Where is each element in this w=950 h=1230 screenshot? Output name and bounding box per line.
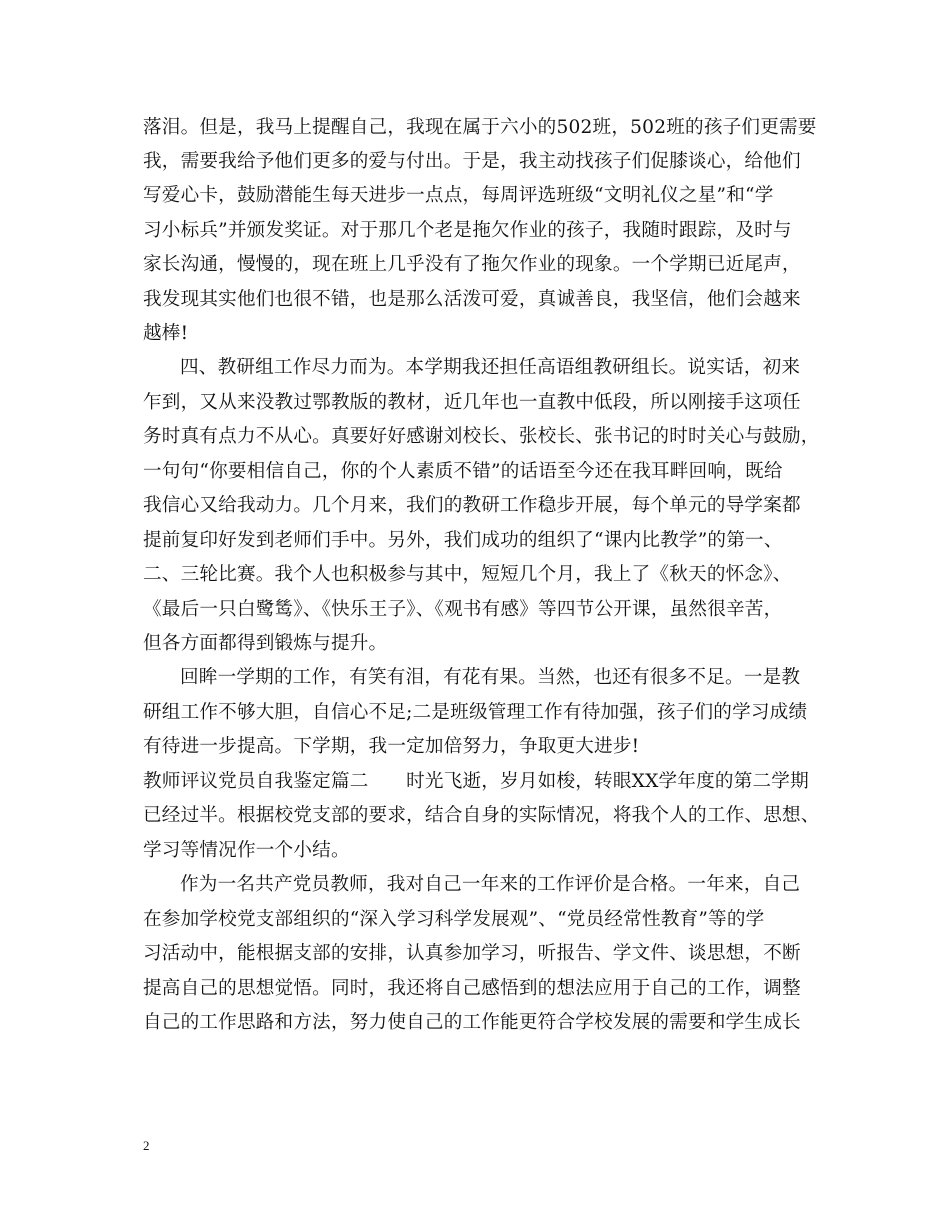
- text-line: 有待进一步提高。下学期，我一定加倍努力，争取更大进步!: [143, 736, 640, 757]
- page-number: 2: [143, 1138, 150, 1153]
- text-line: 二、三轮比赛。我个人也积极参与其中，短短几个月，我上了《秋天的怀念》、: [143, 564, 792, 585]
- text-line: 习活动中，能根据支部的安排，认真参加学习，听报告、学文件、谈思想，不断: [143, 943, 801, 964]
- section-heading-line: 教师评议党员自我鉴定篇二 时光飞逝，岁月如梭，转眼XX学年度的第二学期: [143, 771, 809, 792]
- text-line: 落泪。但是，我马上提醒自己，我现在属于六小的502班，502班的孩子们更需要: [143, 117, 817, 138]
- text-line: 习小标兵”并颁发奖证。对于那几个老是拖欠作业的孩子，我随时跟踪，及时与: [143, 220, 792, 241]
- text-line: 越棒!: [143, 323, 189, 344]
- text-line: 写爱心卡，鼓励潜能生每天进步一点点，每周评选班级“文明礼仪之星”和“学: [143, 185, 774, 206]
- text-line: 乍到，又从来没教过鄂教版的教材，近几年也一直教中低段，所以刚接手这项任: [143, 392, 801, 413]
- text-line: 研组工作不够大胆，自信心不足;二是班级管理工作有待加强，孩子们的学习成绩: [143, 702, 808, 723]
- paragraph-start-line: 作为一名共产党员教师，我对自己一年来的工作评价是合格。一年来，自己: [180, 874, 801, 895]
- text-line: 我发现其实他们也很不错，也是那么活泼可爱，真诚善良，我坚信，他们会越来: [143, 289, 801, 310]
- text-line: 已经过半。根据校党支部的要求，结合自身的实际情况，将我个人的工作、思想、: [143, 805, 820, 826]
- text-line: 在参加学校党支部组织的“深入学习科学发展观”、“党员经常性教育”等的学: [143, 909, 765, 930]
- text-line: 务时真有点力不从心。真要好好感谢刘校长、张校长、张书记的时时关心与鼓励，: [143, 426, 820, 447]
- text-line: 《最后一只白鹭鸶》、《快乐王子》、《观书有感》等四节公开课，虽然很辛苦，: [143, 599, 783, 620]
- text-line: 提前复印好发到老师们手中。另外，我们成功的组织了“课内比教学”的第一、: [143, 530, 783, 551]
- text-line: 家长沟通，慢慢的，现在班上几乎没有了拖欠作业的现象。一个学期已近尾声，: [143, 254, 801, 275]
- text-line: 我信心又给我动力。几个月来，我们的教研工作稳步开展，每个单元的导学案都: [143, 495, 801, 516]
- text-line: 提高自己的思想觉悟。同时，我还将自己感悟到的想法应用于自己的工作，调整: [143, 978, 801, 999]
- paragraph-start-line: 四、教研组工作尽力而为。本学期我还担任高语组教研组长。说实话，初来: [180, 357, 801, 378]
- text-line: 自己的工作思路和方法，努力使自己的工作能更符合学校发展的需要和学生成长: [143, 1012, 801, 1033]
- text-line: 学习等情况作一个小结。: [143, 840, 350, 861]
- paragraph-start-line: 回眸一学期的工作，有笑有泪，有花有果。当然，也还有很多不足。一是教: [180, 667, 801, 688]
- text-line: 一句句“你要相信自己，你的个人素质不错”的话语至今还在我耳畔回响，既给: [143, 461, 783, 482]
- text-line: 我，需要我给予他们更多的爱与付出。于是，我主动找孩子们促膝谈心，给他们: [143, 151, 801, 172]
- text-line: 但各方面都得到锻炼与提升。: [143, 633, 388, 654]
